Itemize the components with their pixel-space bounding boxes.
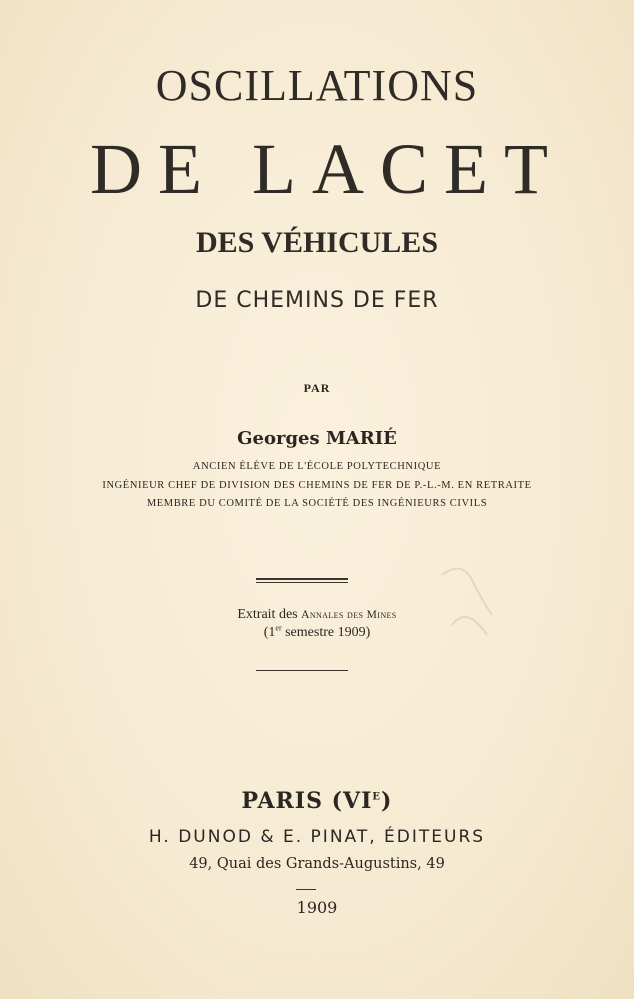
extract-note <box>0 607 634 623</box>
city-close: ) <box>381 788 393 814</box>
divider-rule <box>296 889 316 890</box>
title-line-1: OSCILLATIONS <box>155 61 479 110</box>
author-qualification: ANCIEN ÉLÈVE DE L'ÉCOLE POLYTECHNIQUE <box>192 461 442 472</box>
extract-prefix: Extrait des <box>237 607 302 622</box>
divider-rule <box>256 578 348 580</box>
publication-year: 1909 <box>296 898 338 917</box>
extract-journal: Annales des Mines <box>301 609 397 621</box>
author-name: Georges MARIÉ <box>237 428 397 449</box>
byline-par: PAR <box>303 381 331 395</box>
extract-semester <box>0 625 634 641</box>
author-qualification: INGÉNIEUR CHEF DE DIVISION DES CHEMINS DE FER DE P.-L.-M. EN RETRAITE <box>102 480 532 491</box>
semester-sup: er <box>275 623 282 633</box>
city-sup: E <box>372 791 382 803</box>
semester-open: (1 <box>263 625 276 640</box>
author-qualification: MEMBRE DU COMITÉ DE LA SOCIÉTÉ DES INGÉNIEURS CIVILS <box>146 498 488 509</box>
publishers: H. DUNOD & E. PINAT, ÉDITEURS <box>148 827 486 847</box>
title-line-3: DES VÉHICULES <box>195 226 439 259</box>
title-line-2: DE LACET <box>90 129 564 209</box>
divider-rule <box>256 670 348 671</box>
semester-rest: semestre 1909) <box>281 625 371 640</box>
publisher-address: 49, Quai des Grands-Augustins, 49 <box>189 856 445 872</box>
imprint-city <box>0 788 634 814</box>
divider-rule <box>256 582 348 583</box>
title-line-4: DE CHEMINS DE FER <box>195 288 439 313</box>
city-text: PARIS (VI <box>241 788 373 814</box>
